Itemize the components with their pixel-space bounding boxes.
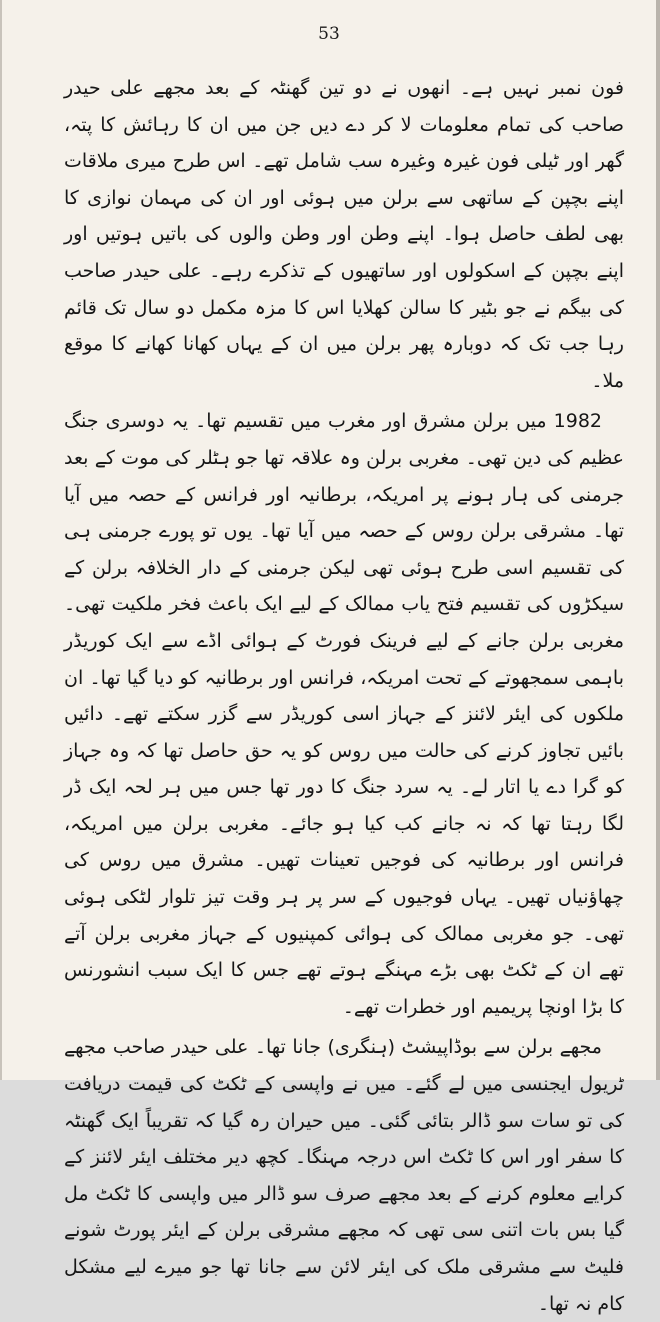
paragraph-3: مجھے برلن سے بوڈاپیشٹ (ہنگری) جانا تھا۔ علی حیدر صاحب مجھے ٹریول ایجنسی میں لے گئے۔ میں نے واپسی کے ٹکٹ کی قیمت دریافت کی تو سات سو ڈالر بتائی گئی۔ میں حیران رہ گیا کہ تقریباً ایک گھنٹہ کا سفر اور اس کا ٹکٹ اس درجہ مہنگا۔ کچھ دیر مختلف ایئر لائنز کے کرایے معلوم کرنے کے بعد مجھے صرف سو ڈالر میں واپسی کا ٹکٹ مل گیا بس بات اتنی سی تھی کہ مجھے مشرقی برلن کے ایئر پورٹ شونے فلیٹ سے مشرقی ملک کی ایئر لائن سے جانا تھا جو میرے لیے مشکل کام نہ تھا۔ bbox=[64, 1036, 624, 1315]
page-number: 53 bbox=[318, 24, 340, 44]
body-text bbox=[64, 70, 624, 1322]
paragraph-2: 1982 میں برلن مشرق اور مغرب میں تقسیم تھا۔ یہ دوسری جنگ عظیم کی دین تھی۔ مغربی برلن وہ علاقہ تھا جو ہٹلر کی موت کے بعد جرمنی کی ہار ہونے پر امریکہ، برطانیہ اور فرانس کے حصہ میں آیا تھا۔ مشرقی برلن روس کے حصہ میں آیا تھا۔ یوں تو پورے جرمنی ہی کی تقسیم اسی طرح ہوئی تھی لیکن جرمنی کے دار الخلافہ برلن کے سیکڑوں کی تقسیم فتح یاب ممالک کے لیے ایک باعث فخر ملکیت تھی۔ مغربی برلن جانے کے لیے فرینک فورٹ کے ہوائی اڈے سے ایک کوریڈر باہمی سمجھوتے کے تحت امریکہ، فرانس اور برطانیہ کو دیا گیا تھا۔ ان ملکوں کی ایئر لائنز کے جہاز اسی کوریڈر سے گزر سکتے تھے۔ دائیں بائیں تجاوز کرنے کی حالت میں روس کو یہ حق حاصل تھا کہ وہ جہاز کو گرا دے یا اتار لے۔ یہ سرد جنگ کا دور تھا جس میں ہر لحہ ایک ڈر لگا رہتا تھا کہ نہ جانے کب کیا ہو جائے۔ مغربی برلن میں امریکہ، فرانس اور برطانیہ کی فوجیں تعینات تھیں۔ مشرق میں روس کی چھاؤنیاں تھیں۔ یہاں فوجیوں کے سر پر ہر وقت تیز تلوار لٹکی ہوئی تھی۔ جو مغربی ممالک کی ہوائی کمپنیوں کے جہاز مغربی برلن آتے تھے ان کے ٹکٹ بھی بڑے مہنگے ہوتے تھے جس کا ایک سبب انشورنس کا بڑا اونچا پریمیم اور خطرات تھے۔ bbox=[64, 410, 624, 1018]
paragraph-1: فون نمبر نہیں ہے۔ انھوں نے دو تین گھنٹہ کے بعد مجھے علی حیدر صاحب کی تمام معلومات لا کر دے دیں جن میں ان کا رہائش کا پتہ، گھر اور ٹیلی فون غیرہ وغیرہ سب شامل تھے۔ اس طرح میری ملاقات اپنے بچپن کے ساتھی سے برلن میں ہوئی اور ان کی مہمان نوازی کا بھی لطف حاصل ہوا۔ اپنے وطن اور وطن والوں کی باتیں ہوتیں اور اپنے بچپن کے اسکولوں اور ساتھیوں کے تذکرے رہے۔ علی حیدر صاحب کی بیگم نے جو بٹیر کا سالن کھلایا اس کا مزہ مکمل دو سال تک قائم رہا جب تک کہ دوبارہ پھر برلن میں ان کے یہاں کھانا کھانے کا موقع ملا۔ bbox=[64, 77, 624, 392]
